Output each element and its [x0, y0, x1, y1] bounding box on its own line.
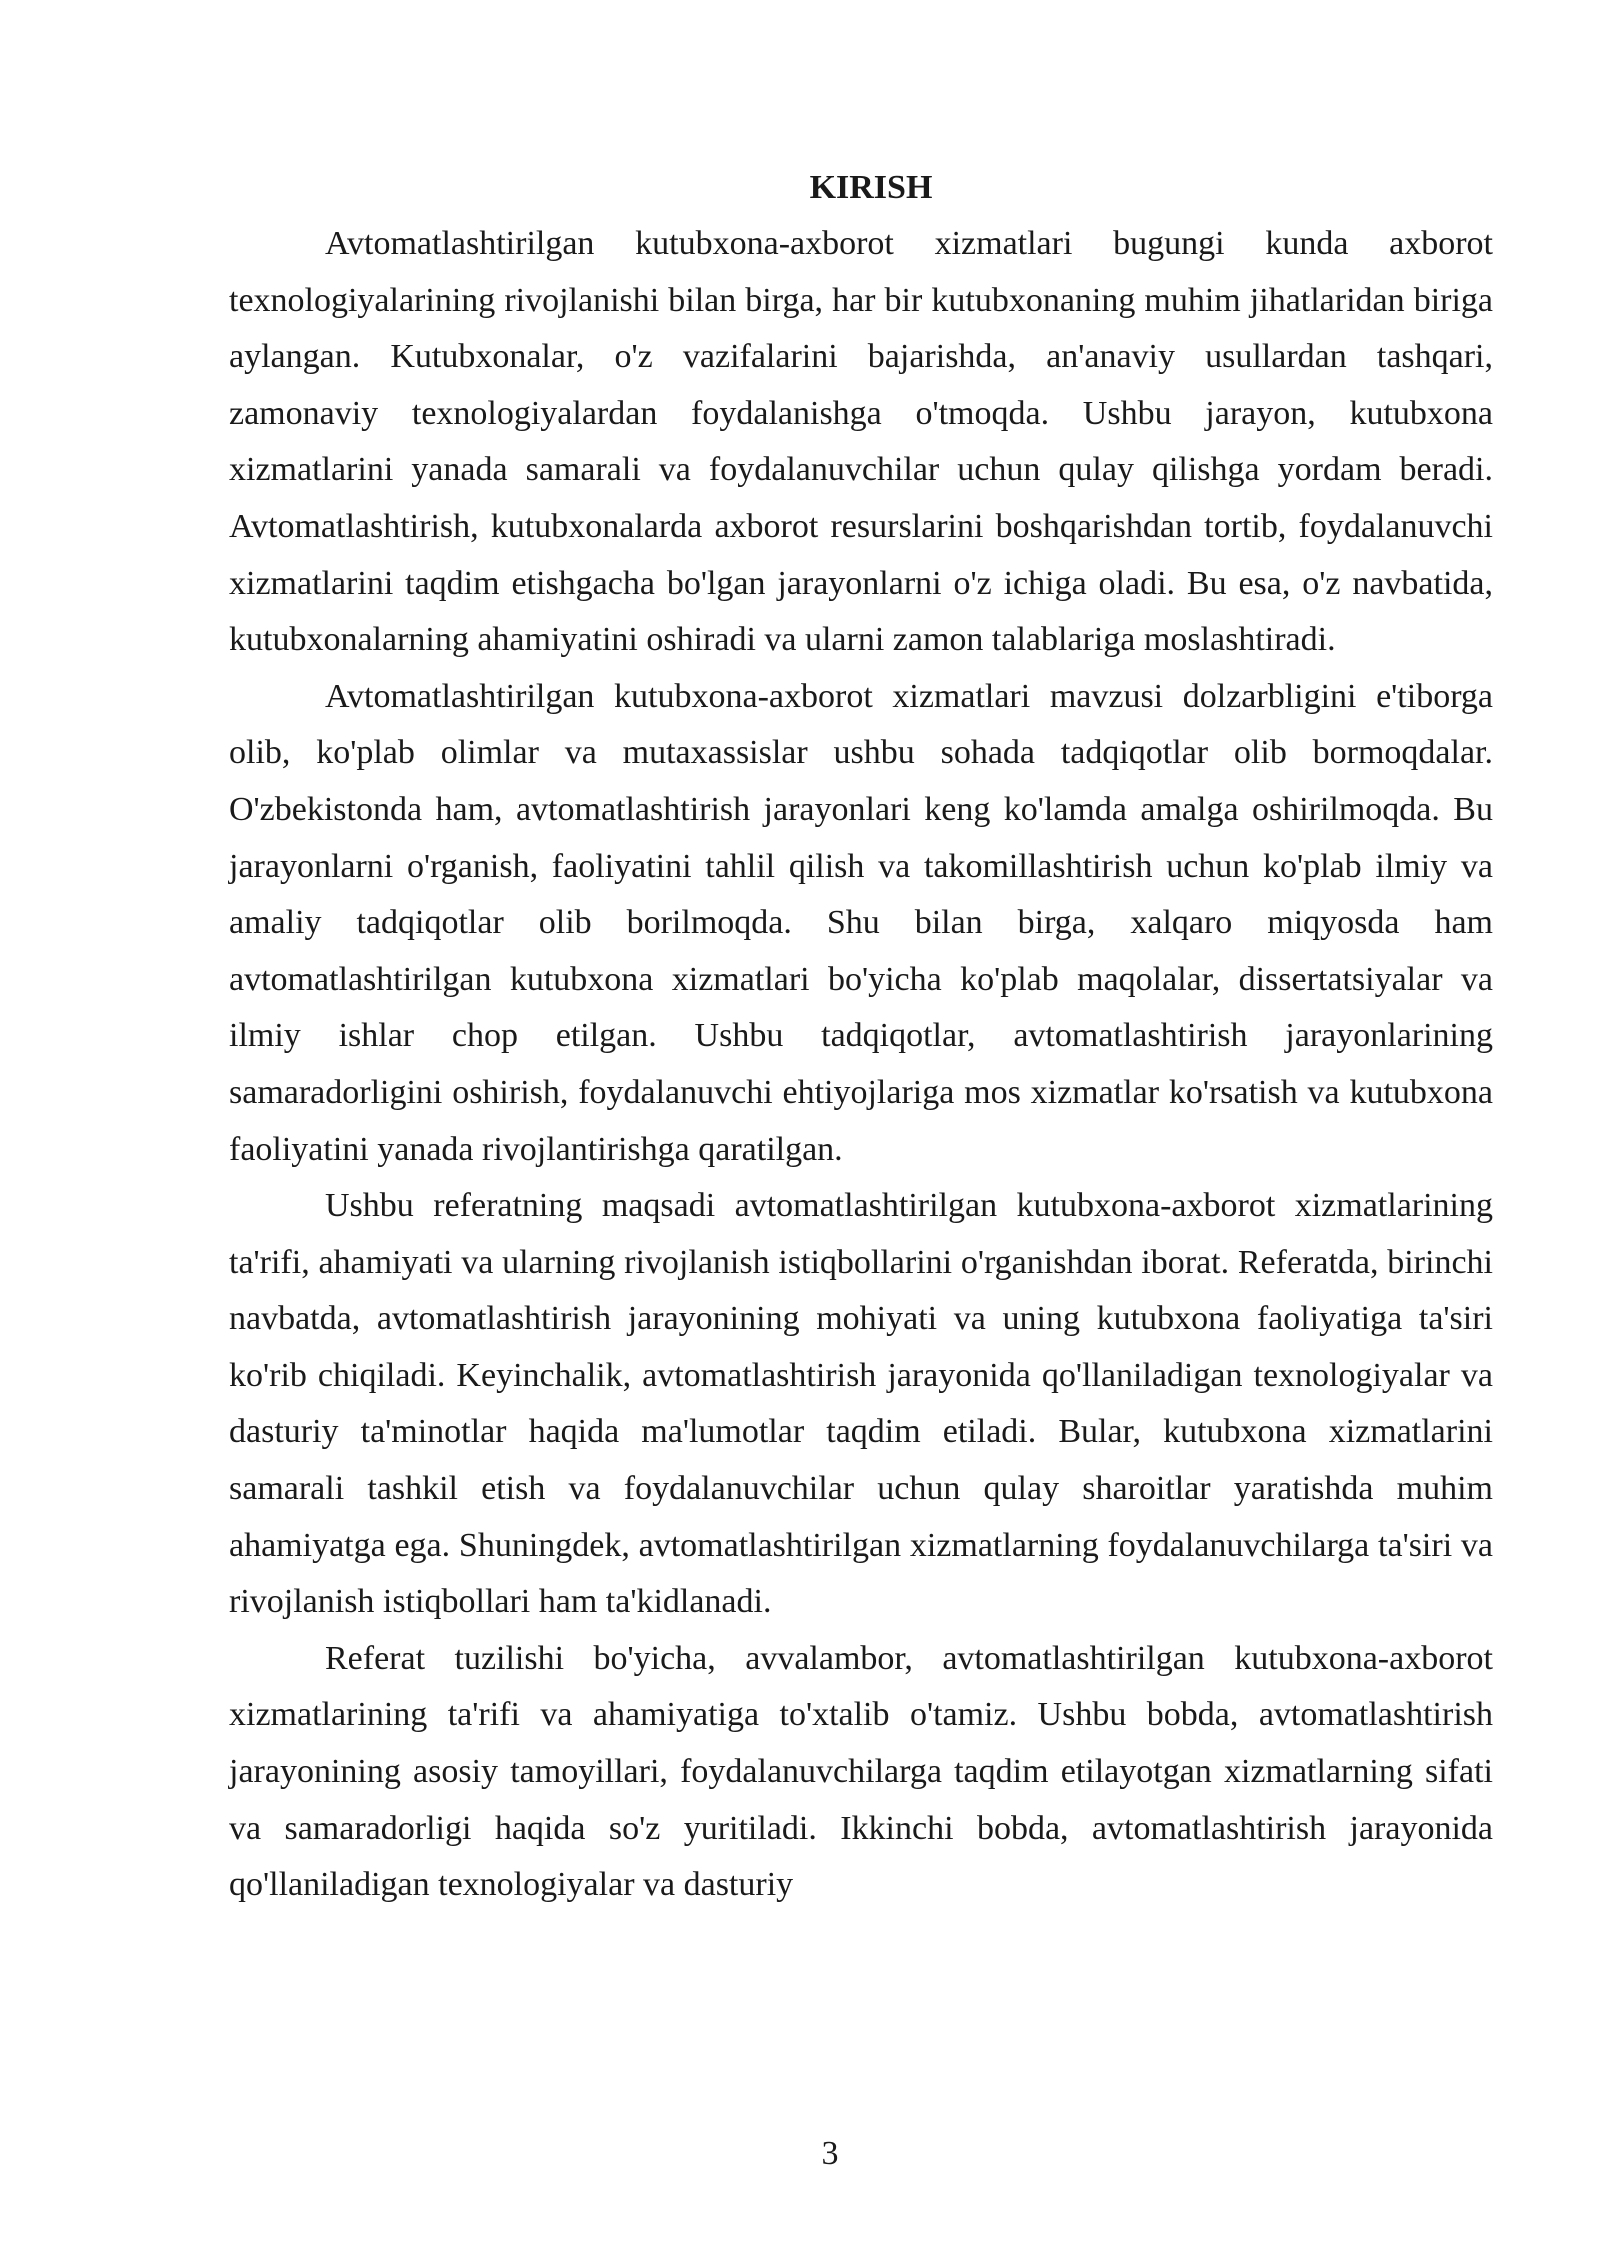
paragraph-4: Referat tuzilishi bo'yicha, avvalambor, avtomatlashtirilgan kutubxona-axborot xizmatlarining ta'rifi va ahamiyatiga to'xtalib o'tamiz. Ushbu bobda, avtomatlashtirish jarayonining asosiy tamoyillari, foydalanuvchilarga taqdim etilayotgan xizmatlarning sifati va samaradorligi haqida so'z yuritiladi. Ikkinchi bobda, avtomatlashtirish jarayonida qo'llaniladigan texnologiyalar va dasturiy: [229, 1639, 1493, 1904]
paragraph-2: Avtomatlashtirilgan kutubxona-axborot xizmatlari mavzusi dolzarbligini e'tiborga olib, ko'plab olimlar va mutaxassislar ushbu sohada tadqiqotlar olib bormoqdalar. O'zbekistonda ham, avtomatlashtirish jarayonlari keng ko'lamda amalga oshirilmoqda. Bu jarayonlarni o'rganish, faoliyatini tahlil qilish va takomillashtirish uchun ko'plab ilmiy va amaliy tadqiqotlar olib borilmoqda. Shu bilan birga, xalqaro miqyosda ham avtomatlashtirilgan kutubxona xizmatlari bo'yicha ko'plab maqolalar, dissertatsiyalar va ilmiy ishlar chop etilgan. Ushbu tadqiqotlar, avtomatlashtirish jarayonlarining samaradorligini oshirish, foydalanuvchi ehtiyojlariga mos xizmatlar ko'rsatish va kutubxona faoliyatini yanada rivojlantirishga qaratilgan.: [229, 677, 1493, 1168]
page-title: KIRISH: [809, 169, 933, 206]
paragraph-1: Avtomatlashtirilgan kutubxona-axborot xizmatlari bugungi kunda axborot texnologiyalarining rivojlanishi bilan birga, har bir kutubxonaning muhim jihatlaridan biriga aylangan. Kutubxonalar, o'z vazifalarini bajarishda, an'anaviy usullardan tashqari, zamonaviy texnologiyalardan foydalanishga o'tmoqda. Ushbu jarayon, kutubxona xizmatlarini yanada samarali va foydalanuvchilar uchun qulay qilishga yordam beradi. Avtomatlashtirish, kutubxonalarda axborot resurslarini boshqarishdan tortib, foydalanuvchi xizmatlarini taqdim etishgacha bo'lgan jarayonlarni o'z ichiga oladi. Bu esa, o'z navbatida, kutubxonalarning ahamiyatini oshiradi va ularni zamon talablariga moslashtiradi.: [229, 225, 1493, 659]
page-number: 3: [821, 2135, 839, 2172]
paragraph-3: Ushbu referatning maqsadi avtomatlashtirilgan kutubxona-axborot xizmatlarining ta'rifi, ahamiyati va ularning rivojlanish istiqbollarini o'rganishdan iborat. Referatda, birinchi navbatda, avtomatlashtirish jarayonining mohiyati va uning kutubxona faoliyatiga ta'siri ko'rib chiqiladi. Keyinchalik, avtomatlashtirish jarayonida qo'llaniladigan texnologiyalar va dasturiy ta'minotlar haqida ma'lumotlar taqdim etiladi. Bular, kutubxona xizmatlarini samarali tashkil etish va foydalanuvchilar uchun qulay sharoitlar yaratishda muhim ahamiyatga ega. Shuningdek, avtomatlashtirilgan xizmatlarning foydalanuvchilarga ta'siri va rivojlanish istiqbollari ham ta'kidlanadi.: [229, 1187, 1493, 1621]
page-content: [229, 160, 1493, 1914]
